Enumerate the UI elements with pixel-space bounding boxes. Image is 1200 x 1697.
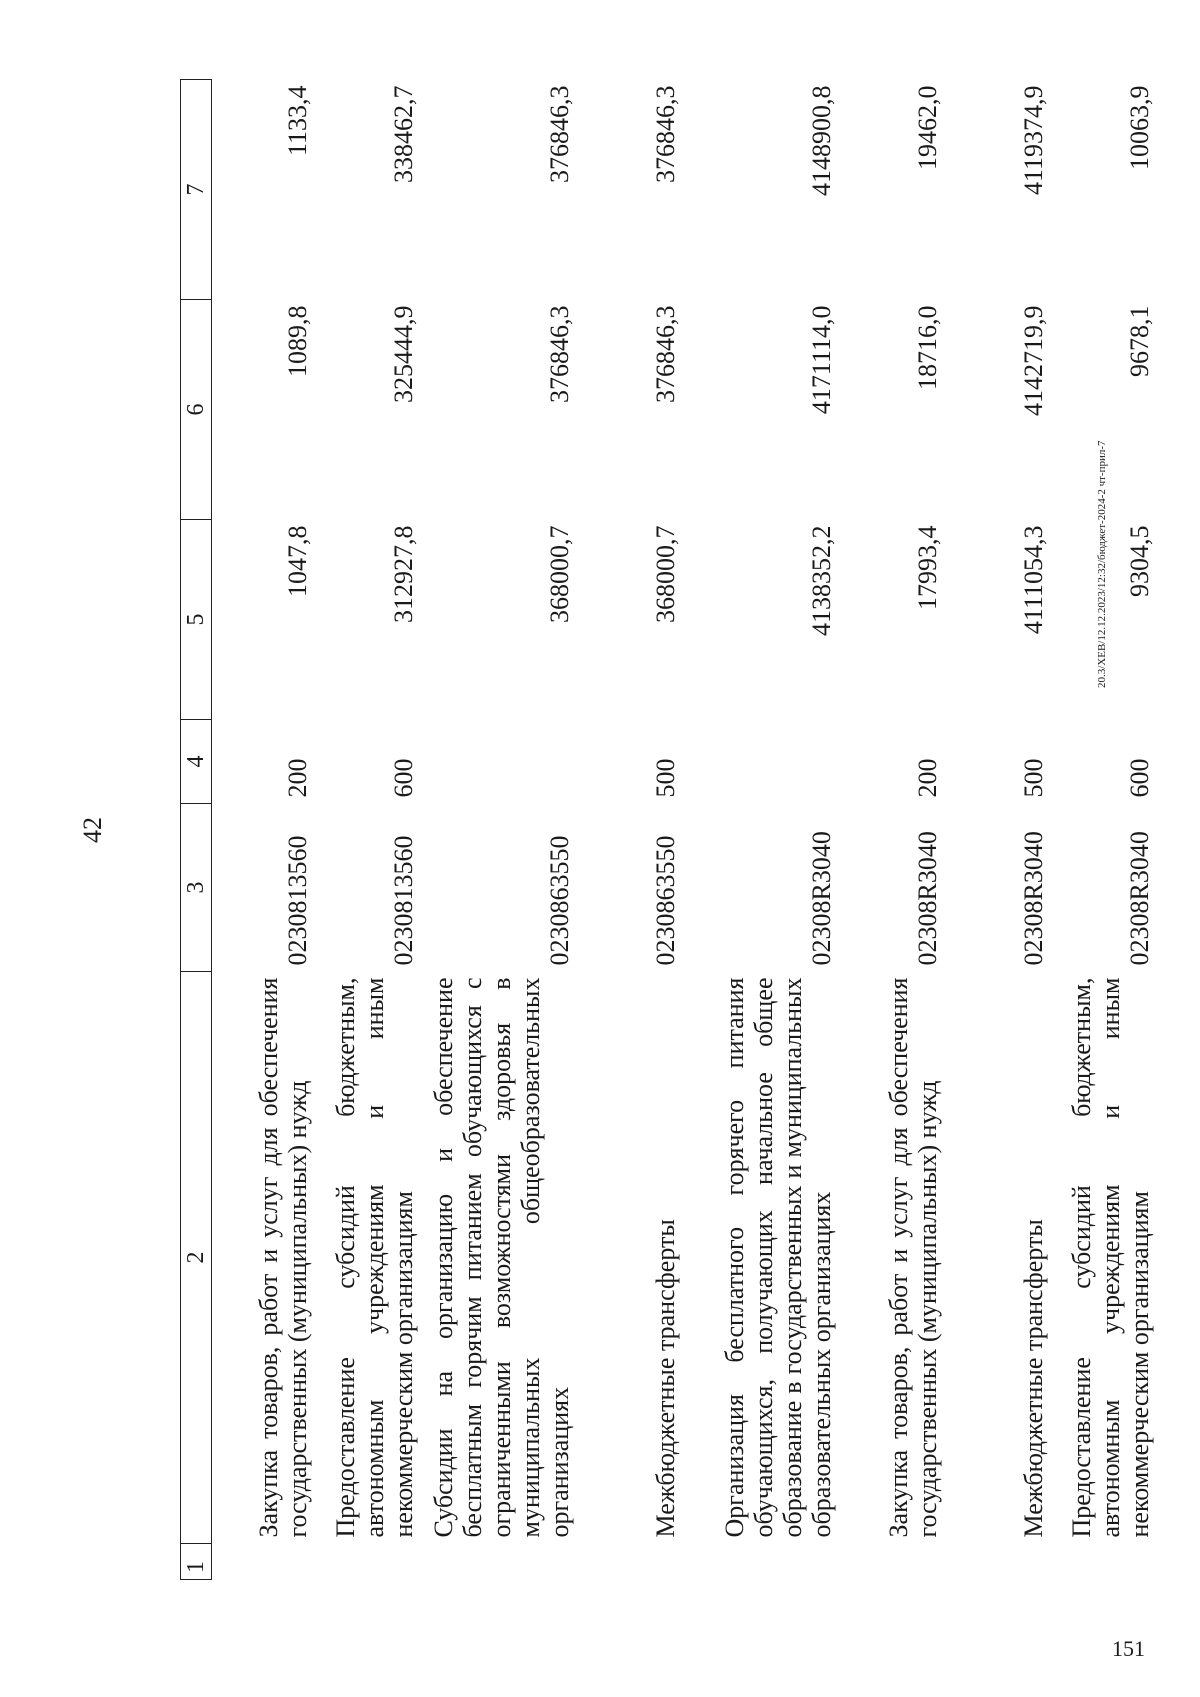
row-value-7: 4148900,8 bbox=[807, 85, 836, 196]
row-value-7: 4119374,9 bbox=[1019, 85, 1048, 196]
row-value-7: 1133,4 bbox=[283, 85, 312, 157]
row-code: 0230813560 bbox=[283, 835, 312, 966]
row-code: 0230813560 bbox=[389, 835, 418, 966]
table-row bbox=[212, 80, 319, 1580]
row-value-5: 368000,7 bbox=[651, 525, 680, 623]
header-col-4: 4 bbox=[181, 720, 212, 804]
row-value-6: 4142719,9 bbox=[1019, 305, 1048, 416]
table-row bbox=[686, 80, 842, 1580]
row-value-6: 4171114,0 bbox=[807, 305, 836, 415]
row-value-6: 325444,9 bbox=[389, 305, 418, 403]
header-col-6: 6 bbox=[181, 300, 212, 520]
table-row bbox=[318, 80, 424, 1580]
row-value-7: 376846,3 bbox=[651, 85, 680, 183]
row-value-5: 1047,8 bbox=[283, 525, 312, 597]
header-col-7: 7 bbox=[181, 80, 212, 300]
table-row bbox=[424, 80, 580, 1580]
row-name: Межбюджетные трансферты bbox=[651, 1219, 680, 1538]
sheet-number: 151 bbox=[1112, 1636, 1145, 1661]
row-value-5: 4138352,2 bbox=[807, 525, 836, 636]
row-value-5: 17993,4 bbox=[913, 525, 942, 610]
row-code: 0230863550 bbox=[545, 835, 574, 966]
empty-cell bbox=[948, 1544, 1054, 1580]
header-col-5: 5 bbox=[181, 520, 212, 720]
row-value-7: 376846,3 bbox=[545, 85, 574, 183]
header-col-1: 1 bbox=[181, 1544, 212, 1580]
empty-cell bbox=[580, 1544, 686, 1580]
row-value-5: 368000,7 bbox=[545, 525, 574, 623]
document-footer-code: 20.3/ХЕВ/12.12.2023/12:32/бюджет-2024-2 чт-прил-7 bbox=[1096, 440, 1108, 688]
row-code: 02308R3040 bbox=[1019, 831, 1048, 966]
row-value-5: 9304,5 bbox=[1125, 525, 1154, 597]
header-col-2: 2 bbox=[181, 972, 212, 1544]
empty-cell bbox=[686, 1544, 842, 1580]
row-name: Закупка товаров, работ и услуг для обеспечения государственных (муниципальных) нужд bbox=[884, 977, 942, 1538]
empty-cell bbox=[424, 1544, 580, 1580]
row-value-6: 1089,8 bbox=[283, 305, 312, 377]
row-code: 02308R3040 bbox=[913, 831, 942, 966]
row-code: 02308R3040 bbox=[1125, 831, 1154, 966]
row-code: 02308R3040 bbox=[807, 831, 836, 966]
row-value-5: 312927,8 bbox=[389, 525, 418, 623]
table-row bbox=[580, 80, 686, 1580]
row-value-7: 19462,0 bbox=[913, 85, 942, 170]
row-vr: 500 bbox=[1019, 758, 1048, 798]
row-name: Межбюджетные трансферты bbox=[1019, 1219, 1048, 1538]
empty-cell bbox=[842, 1544, 948, 1580]
row-vr: 600 bbox=[1125, 758, 1154, 798]
row-name: Предоставление субсидий бюджетным, автономным учреждениям и иным некоммерческим организациям bbox=[1067, 977, 1154, 1538]
row-name: Организация бесплатного горячего питания обучающихся, получающих начальное общее образование в государственных и муниципальных образовательных организациях bbox=[720, 977, 836, 1538]
row-vr: 200 bbox=[283, 758, 312, 798]
row-vr bbox=[686, 720, 842, 804]
empty-cell bbox=[1054, 1544, 1160, 1580]
row-value-6: 9678,1 bbox=[1125, 305, 1154, 377]
header-row bbox=[181, 80, 212, 1580]
row-value-7: 338462,7 bbox=[389, 85, 418, 183]
row-vr bbox=[424, 720, 580, 804]
row-value-6: 18716,0 bbox=[913, 305, 942, 390]
row-vr: 600 bbox=[389, 758, 418, 798]
row-vr: 200 bbox=[913, 758, 942, 798]
row-value-6: 376846,3 bbox=[651, 305, 680, 403]
table-row bbox=[842, 80, 948, 1580]
table-row bbox=[948, 80, 1054, 1580]
header-col-3: 3 bbox=[181, 804, 212, 972]
row-code: 0230863550 bbox=[651, 835, 680, 966]
empty-cell bbox=[212, 1544, 319, 1580]
row-name: Закупка товаров, работ и услуг для обеспечения государственных (муниципальных) нужд bbox=[254, 977, 312, 1538]
row-value-6: 376846,3 bbox=[545, 305, 574, 403]
row-name: Субсидии на организацию и обеспечение бесплатным горячим питанием обучающихся с ограниченными возможностями здоровья в муниципальных общеобразовательных организациях bbox=[429, 977, 574, 1538]
row-value-7: 10063,9 bbox=[1125, 85, 1154, 170]
row-name: Предоставление субсидий бюджетным, автономным учреждениям и иным некоммерческим организациям bbox=[331, 977, 418, 1538]
row-vr: 500 bbox=[651, 758, 680, 798]
row-value-5: 4111054,3 bbox=[1019, 525, 1048, 635]
table-row bbox=[1054, 80, 1160, 1580]
empty-cell bbox=[318, 1544, 424, 1580]
budget-table bbox=[180, 79, 1160, 1580]
page-number: 42 bbox=[78, 817, 107, 843]
